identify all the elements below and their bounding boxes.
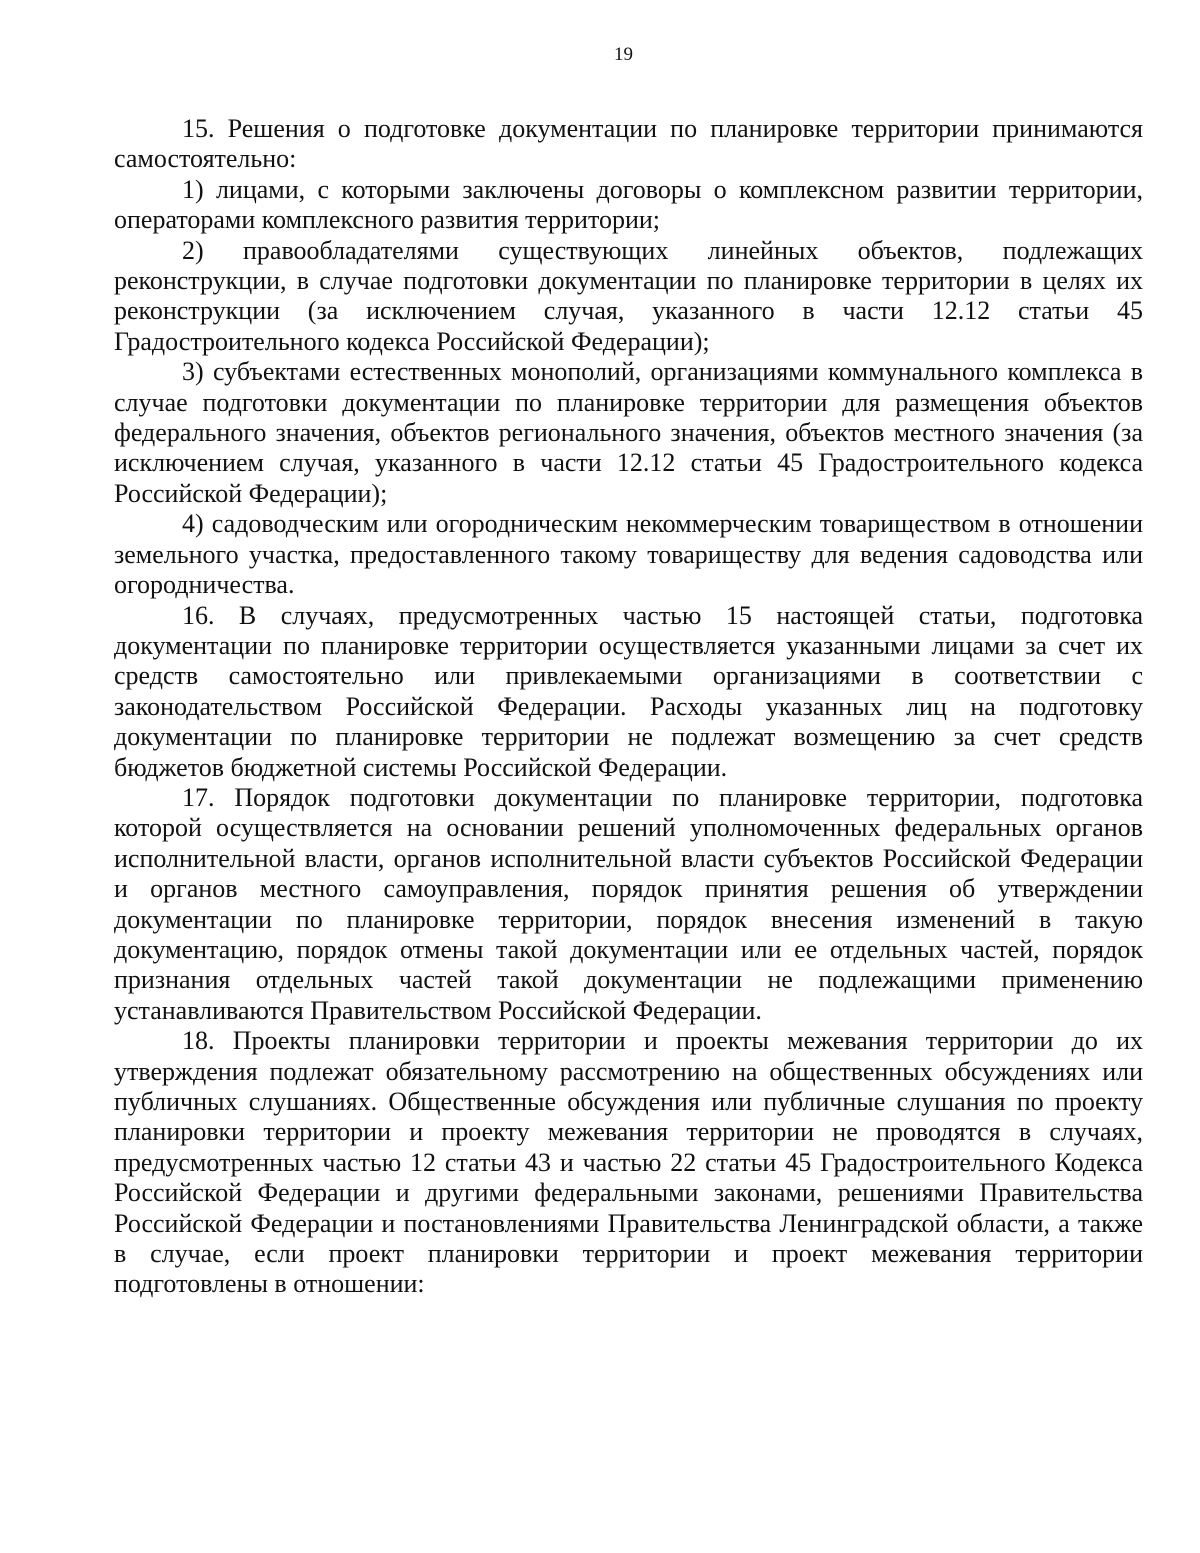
paragraph-15: 15. Решения о подготовке документации по планировке территории принимаются самостоятельно: [114, 114, 1143, 174]
document-body [114, 114, 1143, 1300]
paragraph-15-item-4: 4) садоводческим или огородническим некоммерческим товариществом в отношении земельного участка, предоставленного такому товариществу для ведения садоводства или огородничества. [114, 509, 1143, 600]
paragraph-18: 18. Проекты планировки территории и проекты межевания территории до их утверждения подлежат обязательному рассмотрению на общественных обсуждениях или публичных слушаниях. Общественные обсуждения или публичные слушания по проекту планировки территории и проекту межевания территории не проводятся в случаях, предусмотренных частью 12 статьи 43 и частью 22 статьи 45 Градостроительного Кодекса Российской Федерации и другими федеральными законами, решениями Правительства Российской Федерации и постановлениями Правительства Ленинградской области, а также в случае, если проект планировки территории и проект межевания территории подготовлены в отношении: [114, 1026, 1143, 1299]
page-number: 19 [614, 44, 633, 65]
paragraph-15-item-2: 2) правообладателями существующих линейных объектов, подлежащих реконструкции, в случае подготовки документации по планировке территории в целях их реконструкции (за исключением случая, указанного в части 12.12 статьи 45 Градостроительного кодекса Российской Федерации); [114, 235, 1143, 356]
paragraph-15-item-3: 3) субъектами естественных монополий, организациями коммунального комплекса в случае подготовки документации по планировке территории для размещения объектов федерального значения, объектов регионального значения, объектов местного значения (за исключением случая, указанного в части 12.12 статьи 45 Градостроительного кодекса Российской Федерации); [114, 357, 1143, 508]
paragraph-17: 17. Порядок подготовки документации по планировке территории, подготовка которой осуществляется на основании решений уполномоченных федеральных органов исполнительной власти, органов исполнительной власти субъектов Российской Федерации и органов местного самоуправления, порядок принятия решения об утверждении документации по планировке территории, порядок внесения изменений в такую документацию, порядок отмены такой документации или ее отдельных частей, порядок признания отдельных частей такой документации не подлежащими применению устанавливаются Правительством Российской Федерации. [114, 782, 1143, 1025]
paragraph-15-item-1: 1) лицами, с которыми заключены договоры о комплексном развитии территории, операторами комплексного развития территории; [114, 174, 1143, 235]
paragraph-16: 16. В случаях, предусмотренных частью 15 настоящей статьи, подготовка документации по планировке территории осуществляется указанными лицами за счет их средств самостоятельно или привлекаемыми организациями в соответствии с законодательством Российской Федерации. Расходы указанных лиц на подготовку документации по планировке территории не подлежат возмещению за счет средств бюджетов бюджетной системы Российской Федерации. [114, 600, 1143, 782]
